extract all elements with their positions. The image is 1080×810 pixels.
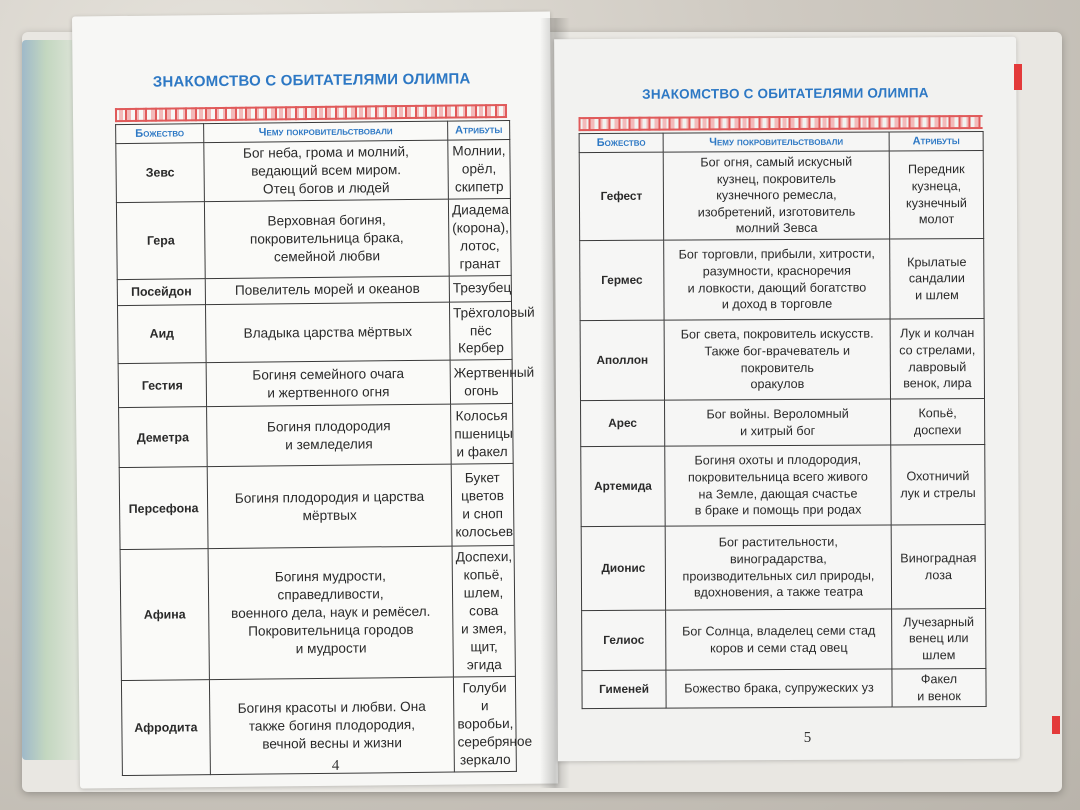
attributes-cell (891, 525, 985, 609)
table-row (116, 139, 511, 202)
patronage-line: Бог Солнца, владелец семи стад (682, 623, 876, 639)
patronage-line: Повелитель морей и океанов (234, 280, 420, 298)
patronage-line: Покровительница городов (248, 622, 414, 639)
header-patronage: Чему покровительствовали (663, 132, 889, 152)
patronage-line: Также бог-врачеватель и (704, 343, 851, 359)
attribute-line: гранат (459, 255, 501, 272)
attribute-line: лавровый (908, 359, 967, 374)
attribute-line: лотос, (460, 237, 500, 254)
patronage-cell (205, 276, 449, 305)
attribute-line: Диадема (451, 201, 509, 218)
patronage-line: Бог света, покровитель искусств. (680, 326, 874, 342)
deity-name: Аид (117, 304, 206, 364)
patronage-cell (207, 404, 452, 467)
patronage-line: кузнечного ремесла, (716, 187, 837, 203)
attribute-line: Крылатые (907, 254, 967, 269)
patronage-line: покровитель (740, 360, 814, 375)
table-row (582, 669, 986, 709)
attribute-line: Трёхголовый (453, 304, 535, 321)
patronage-line: и земледелия (285, 436, 373, 453)
table-row (121, 676, 516, 775)
table-row (581, 525, 985, 611)
attributes-cell (449, 275, 511, 302)
patronage-line: справедливости, (277, 586, 384, 603)
deity-name: Гестия (118, 363, 206, 408)
attribute-line: доспехи (913, 422, 962, 437)
attribute-line: Трезубец (452, 280, 512, 296)
patronage-line: Богиня плодородия и царства (234, 488, 425, 506)
attribute-line: Лучезарный (903, 614, 975, 630)
attribute-line: и шлем (915, 287, 959, 303)
attribute-line: молот (918, 212, 955, 227)
attributes-cell (892, 669, 986, 708)
attribute-line: венец или (908, 631, 969, 646)
patronage-line: коров и семи стад овец (710, 640, 848, 655)
patronage-cell (205, 302, 450, 363)
table-row (580, 319, 984, 401)
attribute-line: Доспехи, (455, 549, 513, 565)
attributes-cell (451, 404, 514, 465)
attribute-line: Передник (907, 162, 965, 177)
attributes-cell (449, 301, 535, 360)
deity-name: Гера (116, 201, 205, 279)
patronage-line: и мудрости (295, 640, 367, 657)
attribute-line: лук и стрелы (900, 485, 976, 500)
attributes-cell (889, 150, 983, 239)
patronage-line: Бог растительности, (718, 535, 838, 550)
attributes-cell (892, 609, 986, 669)
patronage-line: и доход в торговле (721, 296, 833, 312)
patronage-line: ведающий всем миром. (251, 162, 402, 179)
patronage-line: Бог войны. Вероломный (706, 406, 849, 422)
attribute-line: орёл, (461, 161, 497, 177)
table-row (581, 445, 985, 527)
greek-key-border (579, 115, 983, 131)
deity-name: Зевс (116, 143, 205, 203)
deity-name: Персефона (119, 467, 208, 550)
patronage-line: Отец богов и людей (262, 180, 390, 197)
deity-name: Афина (120, 549, 209, 680)
table-row (117, 275, 511, 305)
patronage-line: производительных сил природы, (682, 568, 875, 584)
header-attributes: Атрибуты (448, 120, 510, 140)
patronage-line: на Земле, дающая счастье (698, 486, 858, 502)
patronage-cell (665, 525, 891, 610)
patronage-line: Бог огня, самый искусный (700, 154, 853, 170)
patronage-line: Богиня красоты и любви. Она (237, 698, 426, 716)
table-row (119, 464, 514, 550)
attribute-line: сандалии (908, 271, 965, 286)
attribute-line: Охотничий (906, 468, 970, 484)
attribute-line: Жертвенный (453, 364, 535, 381)
patronage-line: военного дела, наук и ремёсел. (230, 603, 431, 622)
patronage-cell (666, 609, 892, 670)
patronage-cell (204, 140, 449, 201)
attribute-line: и воробьи, (457, 698, 514, 732)
attributes-cell (451, 464, 514, 547)
attribute-line: и венок (917, 688, 961, 703)
left-gods-table (115, 120, 535, 776)
left-page (72, 12, 558, 789)
patronage-line: оракулов (750, 377, 805, 392)
patronage-cell (665, 399, 891, 446)
patronage-cell (208, 546, 453, 679)
patronage-line: и жертвенного огня (267, 384, 390, 401)
attribute-line: и змея, щит, (461, 621, 507, 655)
patronage-line: и ловкости, дающий богатство (687, 280, 867, 296)
patronage-cell (664, 239, 890, 320)
table-row (582, 609, 986, 671)
attribute-line: зеркало (459, 751, 511, 768)
attribute-line: и сноп (462, 505, 504, 522)
patronage-cell (204, 199, 449, 278)
attribute-line: цветов (461, 487, 504, 504)
attribute-line: Копьё, (918, 406, 957, 421)
attribute-line: кузнеца, (911, 178, 962, 194)
attributes-cell (448, 139, 511, 198)
table-header-row (579, 131, 983, 152)
attributes-cell (452, 546, 515, 677)
attribute-line: (корона), (452, 219, 509, 236)
deity-name: Посейдон (117, 278, 205, 305)
red-edge-tab (1052, 716, 1060, 734)
patronage-line: молний Зевса (735, 221, 818, 236)
attributes-cell (891, 445, 985, 525)
attribute-line: пшеницы (454, 425, 513, 442)
attribute-line: Виноградная (900, 550, 977, 566)
header-deity: Божество (116, 124, 204, 144)
patronage-line: кузнец, покровитель (716, 171, 836, 186)
table-row (120, 546, 515, 681)
attribute-line: огонь (464, 382, 499, 399)
patronage-line: Богиня охоты и плодородия, (694, 452, 862, 468)
attribute-line: кузнечный (906, 195, 967, 210)
patronage-cell (663, 151, 889, 240)
patronage-cell (666, 669, 892, 708)
attribute-line: эгида (466, 657, 502, 673)
attribute-line: Молнии, (452, 142, 506, 159)
deity-name: Аполлон (580, 320, 664, 400)
attribute-line: венок, лира (903, 376, 972, 391)
attributes-cell (448, 198, 511, 275)
attribute-line: колосьев (455, 523, 514, 540)
deity-name: Деметра (119, 407, 208, 468)
attribute-line: Букет (464, 470, 500, 486)
patronage-line: вечной весны и жизни (262, 734, 402, 752)
deity-name: Артемида (581, 446, 665, 526)
attribute-line: пёс Кербер (457, 322, 504, 356)
patronage-line: Богиня плодородия (266, 418, 391, 435)
patronage-line: Владыка царства мёртвых (243, 323, 413, 341)
deity-name: Гименей (582, 670, 666, 709)
patronage-cell (206, 360, 450, 407)
patronage-line: виноградарства, (729, 551, 827, 567)
attributes-cell (890, 319, 984, 399)
patronage-line: Верховная богиня, (267, 212, 386, 229)
patronage-line: и хитрый бог (740, 423, 816, 438)
page-number: 5 (803, 729, 812, 746)
right-page (554, 37, 1020, 761)
patronage-line: Богиня семейного очага (252, 366, 405, 383)
table-row (118, 360, 512, 408)
attribute-line: Колосья (455, 407, 508, 424)
attribute-line: шлем (922, 647, 956, 663)
attributes-cell (450, 360, 535, 405)
table-row (119, 404, 514, 468)
patronage-line: в браке и помощь при родах (694, 502, 862, 518)
header-patronage: Чему покровительствовали (204, 121, 448, 143)
patronage-cell (207, 464, 452, 549)
table-row (116, 198, 511, 279)
deity-name: Гефест (579, 152, 663, 240)
deity-name: Арес (581, 400, 665, 446)
attribute-line: Лук и колчан (900, 326, 975, 341)
attribute-line: копьё, (463, 567, 504, 583)
deity-name: Афродита (121, 680, 210, 776)
patronage-line: Бог неба, грома и молний, (242, 144, 409, 161)
patronage-line: покровительница всего живого (687, 469, 868, 485)
attribute-line: серебряное (457, 733, 533, 750)
greek-key-border (115, 104, 507, 122)
patronage-line: семейной любви (273, 247, 381, 265)
right-page-title: ЗНАКОМСТВО С ОБИТАТЕЛЯМИ ОЛИМПА (642, 85, 929, 102)
table-row (580, 239, 984, 321)
patronage-line: также богиня плодородия, (248, 716, 416, 734)
attributes-cell (890, 239, 984, 319)
table-row (579, 150, 983, 240)
patronage-line: вдохновения, а также театра (693, 584, 864, 600)
patronage-line: Богиня мудрости, (274, 568, 386, 585)
header-attributes: Атрибуты (889, 131, 983, 150)
deity-name: Гелиос (582, 610, 666, 670)
attribute-line: Факел (920, 672, 958, 687)
deity-name: Гермес (580, 240, 664, 320)
attribute-line: лоза (924, 567, 953, 582)
patronage-cell (664, 319, 890, 400)
table-row (117, 301, 512, 364)
patronage-cell (665, 445, 891, 526)
table-row (581, 399, 985, 447)
right-gods-table (579, 131, 987, 709)
patronage-line: покровительница брака, (249, 229, 404, 247)
attributes-cell (453, 676, 533, 771)
attribute-line: Голуби (462, 679, 507, 696)
patronage-line: Бог торговли, прибыли, хитрости, (678, 246, 875, 262)
attribute-line: и факел (456, 443, 508, 460)
deity-name: Дионис (581, 526, 665, 610)
attribute-line: скипетр (454, 178, 504, 195)
patronage-line: изобретений, изготовитель (697, 204, 856, 220)
patronage-line: мёртвых (302, 507, 357, 524)
left-page-title: ЗНАКОМСТВО С ОБИТАТЕЛЯМИ ОЛИМПА (152, 70, 471, 91)
patronage-line: разумности, красноречия (702, 263, 851, 279)
attribute-line: со стрелами, (899, 342, 976, 358)
attributes-cell (891, 399, 985, 445)
page-number: 4 (331, 757, 340, 774)
header-deity: Божество (579, 133, 663, 152)
red-edge-tab (1014, 64, 1022, 90)
patronage-line: Божество брака, супружеских уз (684, 680, 874, 696)
attribute-line: шлем, сова (463, 585, 504, 619)
